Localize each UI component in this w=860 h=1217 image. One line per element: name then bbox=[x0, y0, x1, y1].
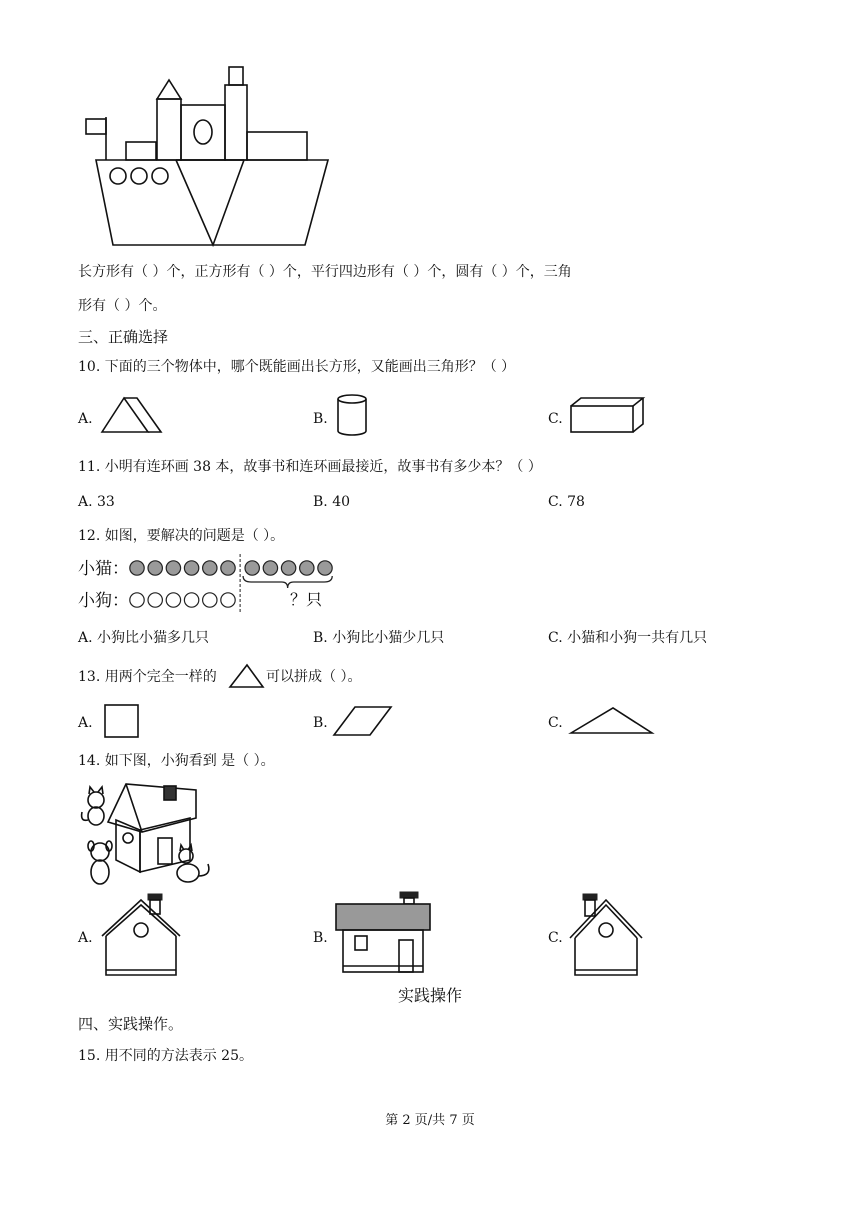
practice-caption: 实践操作 bbox=[397, 986, 462, 1005]
cat-dot bbox=[318, 561, 332, 575]
q11-stem: 11. 小明有连环画 38 本，故事书和连环画最接近，故事书有多少本？（ ） bbox=[78, 459, 542, 475]
q14-option-c-label[interactable]: C. bbox=[548, 930, 563, 946]
cat-dot bbox=[203, 561, 217, 575]
q12-option-a[interactable]: A. 小狗比小猫多几只 bbox=[78, 630, 210, 646]
dog-dot bbox=[130, 593, 144, 607]
page-footer: 第 2 页/共 7 页 bbox=[385, 1113, 475, 1128]
cat-dot bbox=[263, 561, 277, 575]
cat-dot bbox=[148, 561, 162, 575]
dog-label: 小狗： bbox=[78, 591, 129, 611]
parallelogram-shape-icon bbox=[331, 704, 395, 738]
dog-dot bbox=[203, 593, 217, 607]
dog-dot bbox=[166, 593, 180, 607]
q13-option-a-label[interactable]: A. bbox=[78, 715, 93, 731]
q11-option-c[interactable]: C. 78 bbox=[548, 494, 585, 510]
q11-option-a[interactable]: A. 33 bbox=[78, 494, 115, 510]
dog-dot bbox=[221, 593, 235, 607]
brace-label: ？只 bbox=[290, 590, 323, 609]
q13-option-c-label[interactable]: C. bbox=[548, 715, 563, 731]
triangular-prism-icon bbox=[99, 394, 165, 436]
q15-stem: 15. 用不同的方法表示 25。 bbox=[78, 1048, 253, 1064]
cat-label: 小猫： bbox=[78, 559, 129, 579]
q10-option-b-label[interactable]: B. bbox=[313, 411, 328, 427]
triangle-icon bbox=[228, 662, 266, 690]
q14-option-a-label[interactable]: A. bbox=[78, 930, 93, 946]
q13-stem-before: 13. 用两个完全一样的 bbox=[78, 669, 217, 685]
q12-option-c[interactable]: C. 小猫和小狗一共有几只 bbox=[548, 630, 708, 646]
q12-option-b[interactable]: B. 小狗比小猫少几只 bbox=[313, 630, 445, 646]
house-with-animals-figure bbox=[78, 780, 223, 890]
section-4-title: 四、实践操作。 bbox=[78, 1015, 184, 1033]
cat-dot bbox=[300, 561, 314, 575]
cat-dot bbox=[166, 561, 180, 575]
cat-dot bbox=[245, 561, 259, 575]
q10-option-a-label[interactable]: A. bbox=[78, 411, 93, 427]
q11-option-b[interactable]: B. 40 bbox=[313, 494, 351, 510]
large-triangle-shape-icon bbox=[568, 704, 656, 736]
house-side-icon bbox=[333, 890, 433, 976]
cuboid-icon bbox=[568, 396, 648, 436]
q13-option-b-label[interactable]: B. bbox=[313, 715, 328, 731]
q10-option-c-label[interactable]: C. bbox=[548, 411, 563, 427]
brace bbox=[243, 576, 332, 588]
q13-stem-after: 可以拼成（ ）。 bbox=[266, 669, 362, 685]
q10-stem: 10. 下面的三个物体中，哪个既能画出长方形，又能画出三角形？（ ） bbox=[78, 359, 516, 375]
cylinder-icon bbox=[335, 392, 371, 438]
ship-figure bbox=[78, 62, 338, 252]
q14-option-b-label[interactable]: B. bbox=[313, 930, 328, 946]
dog-dot bbox=[184, 593, 198, 607]
q12-stem: 12. 如图，要解决的问题是（ ）。 bbox=[78, 528, 285, 544]
house-front-narrow-icon bbox=[568, 890, 646, 980]
cat-dot bbox=[184, 561, 198, 575]
cat-dot bbox=[130, 561, 144, 575]
q14-stem: 14. 如下图，小狗看到 是（ ）。 bbox=[78, 753, 275, 769]
dog-dot bbox=[148, 593, 162, 607]
q9-line-1: 长方形有（ ）个，正方形有（ ）个，平行四边形有（ ）个，圆有（ ）个，三角 bbox=[78, 264, 572, 280]
square-shape-icon bbox=[102, 702, 142, 740]
cat-dot bbox=[281, 561, 295, 575]
section-3-title: 三、正确选择 bbox=[78, 328, 169, 346]
cat-dog-diagram bbox=[125, 552, 375, 614]
house-front-pointed-icon bbox=[100, 890, 184, 980]
cat-dot bbox=[221, 561, 235, 575]
q9-line-2: 形有（ ）个。 bbox=[78, 298, 167, 314]
